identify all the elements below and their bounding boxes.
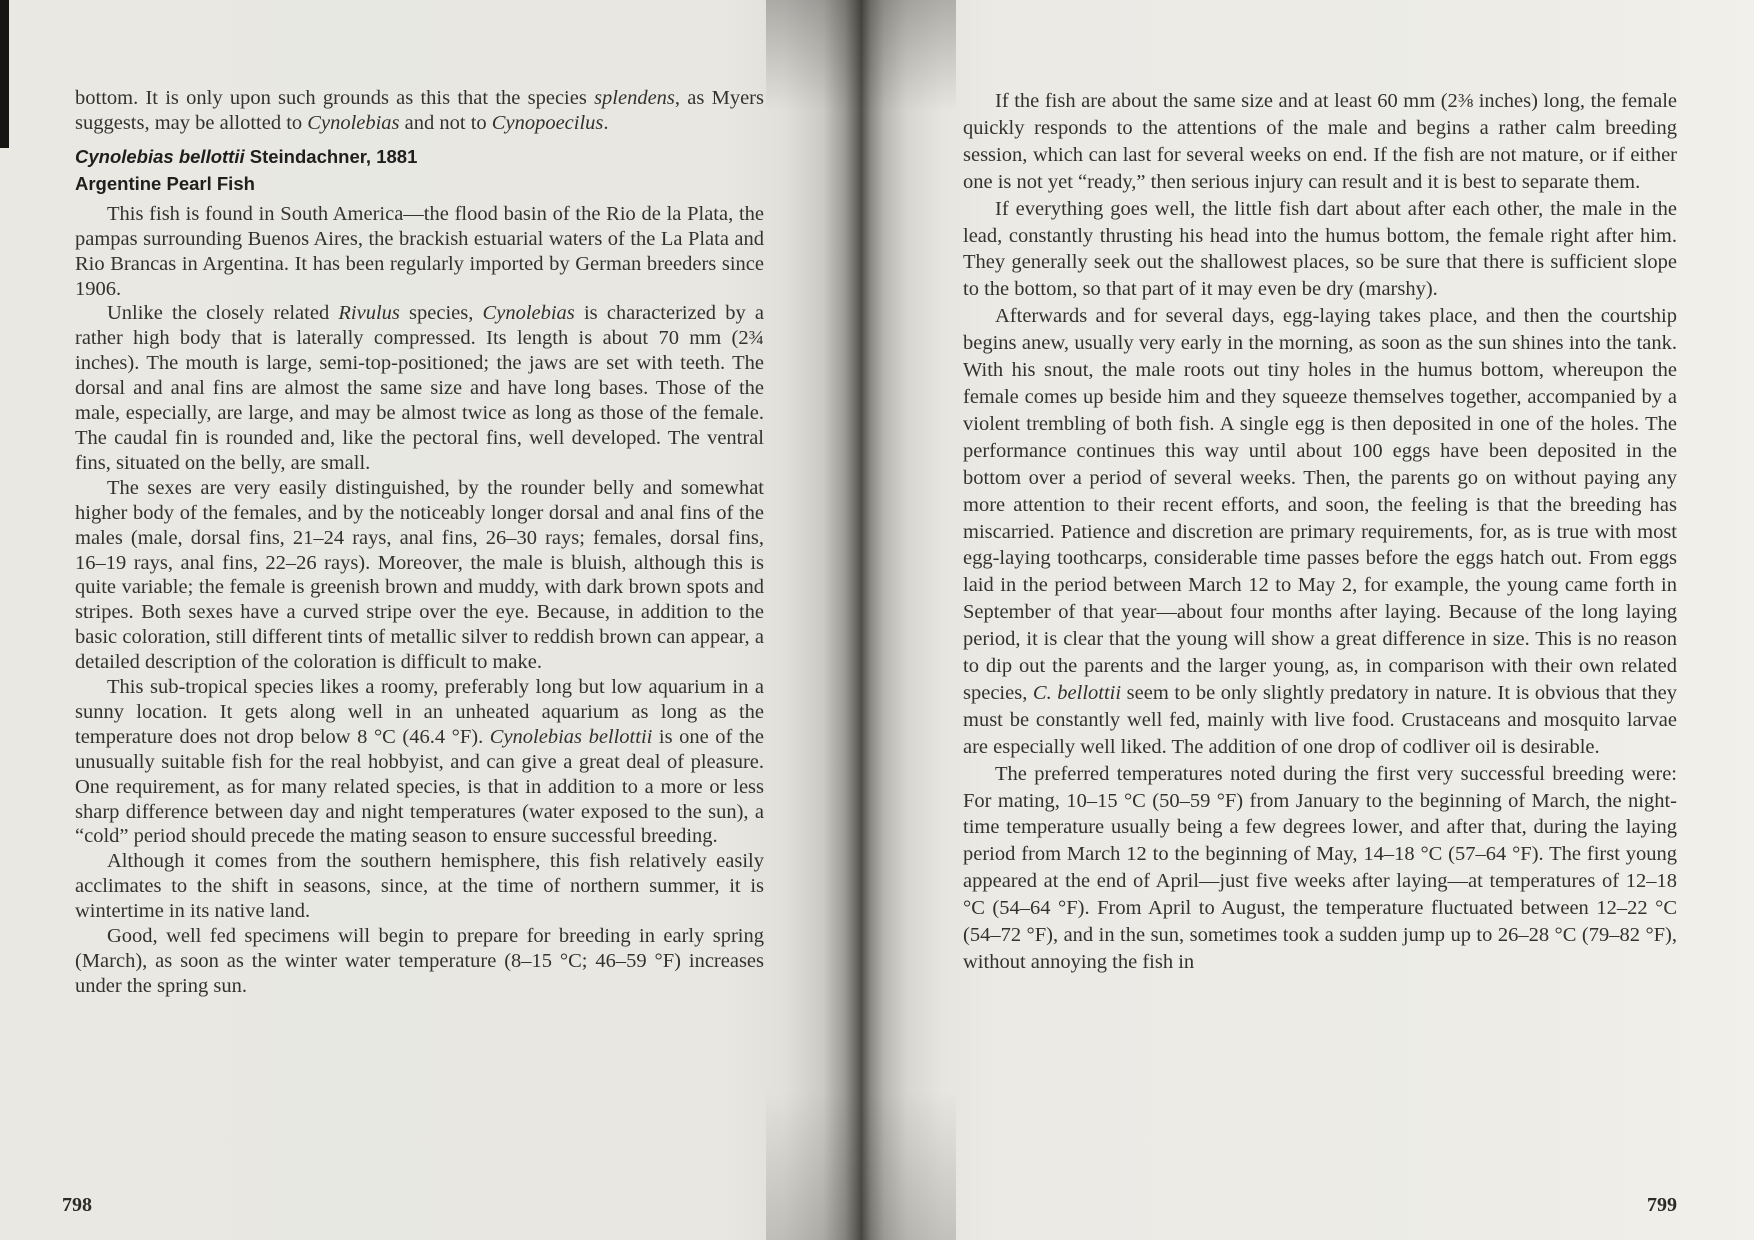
text: The preferred temperatures noted during the first very successful breeding were: For mating, 10–15 °C (50–59 °F) from January to the beginning of March, the night-time temperature usually being a few degrees lower, and after that, during the laying period from March 12 to the beginning of May, 14–18 °C (57–64 °F). The first young appeared at the end of April—just five weeks after laying—at temperatures of 12–18 °C (54–64 °F). From April to August, the temperature fluctuated between 12–22 °C (54–72 °F), and in the sun, sometimes took a sudden jump up to 26–28 °C (79–82 °F), without annoying the fish in (963, 762, 1677, 973)
left-page-text (75, 86, 764, 999)
text: and not to (399, 111, 492, 134)
right-paragraphs (963, 88, 1677, 976)
text: Although it comes from the southern hemisphere, this fish relatively easily acclimates to the shift in seasons, since, at the time of northern summer, it is wintertime in its native land. (75, 850, 764, 923)
italic-text: C. bellottii (1032, 681, 1122, 704)
right-page-text (963, 88, 1677, 976)
text: Unlike the closely related (107, 302, 339, 325)
intro-paragraph (75, 86, 764, 136)
text: This fish is found in South America—the flood basin of the Rio de la Plata, the pampas surrounding Buenos Aires, the brackish estuarial waters of the La Plata and Rio Brancas in Argentina. It has been regularly imported by German breeders since 1906. (75, 202, 764, 300)
text: If everything goes well, the little fish dart about after each other, the male in the lead, constantly thrusting his head into the humus bottom, the female right after him. They generally seek out the shallowest places, so be sure that there is sufficient slope to the bottom, so that part of it may even be dry (marshy). (963, 197, 1677, 301)
text: bottom. It is only upon such grounds as this that the species (75, 87, 595, 109)
text: seem to be only slightly predatory in nature. It is obvious that they must be constantly well fed, mainly with live food. Crustaceans and mosquito larvae are especially well liked. The addition of one drop of codliver oil is desirable. (963, 681, 1677, 758)
text: Afterwards and for several days, egg-laying takes place, and then the courtship begins anew, usually very early in the morning, as soon as the sun shines into the tank. With his snout, the male roots out tiny holes in the humus bottom, whereupon the female comes up beside him and they squeeze themselves together, accompanied by a violent trembling of both fish. A single egg is then deposited in one of the holes. The performance continues this way until about 100 eggs have been deposited in the bottom over a period of several weeks. Then, the parents go on without paying any more attention to their recent efforts, and soon, the feeling is that the breeding has miscarried. Patience and discretion are primary requirements, for, as is true with most egg-laying toothcarps, considerable time passes before the eggs hatch out. From eggs laid in the period between March 12 to May 2, for example, the young came forth in September of that year—about four months after laying. Because of the long laying period, it is clear that the young will show a great difference in size. This is no reason to dip out the parents and the larger young, as, in comparison with their own related species, (963, 305, 1677, 704)
paragraph (75, 924, 764, 999)
paragraph (963, 88, 1677, 196)
paragraph (75, 476, 764, 675)
italic-text: Cynolebias bellottii (489, 725, 653, 748)
left-paragraphs (75, 202, 764, 999)
species-name: Cynolebias bellottii (75, 145, 245, 167)
paragraph (963, 303, 1677, 760)
photo-edge (0, 0, 9, 148)
text: species, (399, 302, 483, 325)
italic-text: splendens (594, 87, 675, 109)
text: Good, well fed specimens will begin to prepare for breeding in early spring (March), as soon as the winter water temperature (8–15 °C; 46–59 °F) increases under the spring sun. (75, 925, 764, 997)
paragraph (75, 849, 764, 924)
text: is characterized by a rather high body that is laterally compressed. Its length is about 70 mm (2¾ inches). The mouth is large, semi-top-positioned; the jaws are set with teeth. The dorsal and anal fins are almost the same size and have long bases. Those of the male, especially, are large, and may be almost twice as long as those of the female. The caudal fin is rounded and, like the pectoral fins, well developed. The ventral fins, situated on the belly, are small. (75, 302, 764, 474)
species-heading (75, 143, 764, 197)
common-name-heading: Argentine Pearl Fish (75, 172, 255, 194)
italic-text: Cynolebias (482, 302, 575, 325)
paragraph (75, 301, 764, 475)
text: This sub-tropical species likes a roomy, preferably long but low aquarium in a sunny location. It gets along well in an unheated aquarium as long as the temperature does not drop below 8 °C (46.4 °F). (75, 676, 764, 748)
page-number-right: 799 (1647, 1194, 1677, 1216)
text: is one of the unusually suitable fish for the real hobbyist, and can give a great deal of pleasure. One requirement, as for many related species, is that in addition to a more or less sharp difference between day and night temperatures (water exposed to the sun), a “cold” period should precede the mating season to ensure successful breeding. (75, 725, 764, 848)
italic-text: Rivulus (338, 302, 400, 325)
paragraph (75, 675, 764, 849)
text: , as Myers suggests, may be allotted to (75, 87, 764, 134)
species-author: Steindachner, 1881 (244, 145, 418, 167)
paragraph (963, 761, 1677, 976)
text: . (603, 111, 609, 134)
paragraph (75, 202, 764, 302)
text: The sexes are very easily distinguished, by the rounder belly and somewhat higher body of the females, and by the noticeably longer dorsal and anal fins of the males (male, dorsal fins, 21–24 rays, anal fins, 26–30 rays; females, dorsal fins, 16–19 rays, anal fins, 22–26 rays). Moreover, the male is bluish, although this is quite variable; the female is greenish brown and muddy, with dark brown spots and stripes. Both sexes have a curved stripe over the eye. Because, in addition to the basic coloration, still different tints of metallic silver to reddish brown can appear, a detailed description of the coloration is difficult to make. (75, 476, 764, 674)
italic-text: Cynopoecilus (491, 111, 604, 134)
paragraph (963, 196, 1677, 304)
page-number-left: 798 (62, 1194, 92, 1216)
text: If the fish are about the same size and at least 60 mm (2⅜ inches) long, the female quickly responds to the attentions of the male and begins a rather calm breeding session, which can last for several weeks on end. If the fish are not mature, or if either one is not yet “ready,” then serious injury can result and it is best to separate them. (963, 90, 1677, 193)
species-heading-line (75, 143, 764, 170)
italic-text: Cynolebias (307, 111, 400, 134)
